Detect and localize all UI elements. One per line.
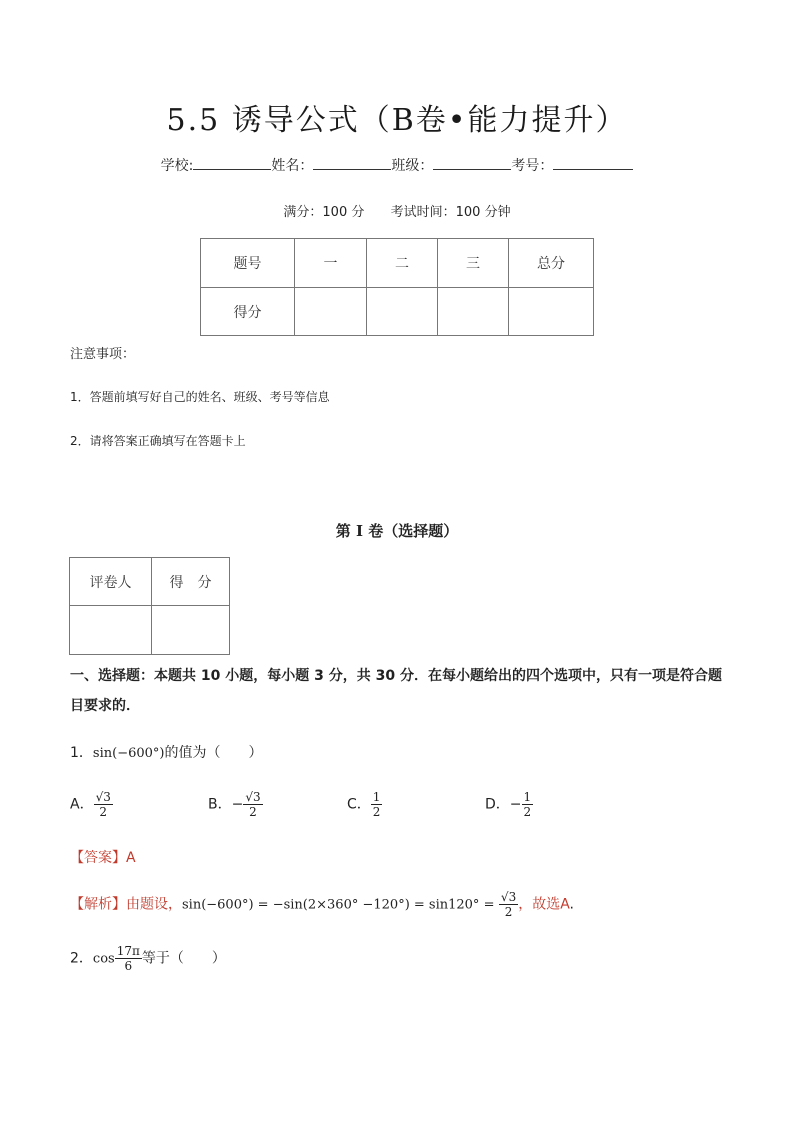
question-1 — [70, 742, 262, 762]
question-2-stem: 等于（ ） — [141, 950, 226, 967]
option-a-numerator: √3 — [95, 790, 111, 804]
analysis-choice: A — [560, 896, 570, 913]
student-info-line — [0, 155, 794, 175]
option-c-numerator: 1 — [372, 790, 381, 804]
option-c-denominator: 2 — [372, 805, 381, 819]
option-a[interactable] — [70, 790, 113, 819]
analysis-fraction-numerator: √3 — [500, 890, 517, 904]
school-blank[interactable] — [193, 155, 271, 170]
option-d-label: D． — [485, 796, 510, 813]
name-label: 姓名： — [271, 158, 314, 174]
analysis-prefix: 由题设， — [126, 896, 182, 913]
full-score: 满分：100 分 — [283, 205, 365, 220]
score-cell-part-3[interactable] — [438, 288, 509, 336]
header-cell-part-2: 二 — [367, 239, 438, 288]
question-2-number: 2． — [70, 950, 93, 967]
class-blank[interactable] — [433, 155, 511, 170]
score-table-score-row — [201, 288, 594, 336]
score-table — [200, 238, 594, 336]
analysis-tag: 【解析】 — [70, 896, 126, 913]
name-blank[interactable] — [313, 155, 391, 170]
question-2-function: cos — [92, 951, 115, 967]
page-title: 5.5 诱导公式（B卷•能力提升） — [166, 103, 628, 138]
grader-label: 评卷人 — [70, 558, 152, 606]
question-2-denominator: 6 — [124, 959, 133, 973]
option-d-fraction — [522, 790, 534, 819]
option-d[interactable] — [485, 790, 533, 819]
grader-score-cell[interactable] — [152, 606, 230, 655]
option-d-sign: − — [509, 796, 522, 813]
analysis-expression: sin(−600°) = −sin(2×360° −120°) = sin120° = — [182, 897, 495, 913]
section-title: 第 I 卷（选择题） — [335, 522, 459, 540]
answer-value: A — [126, 850, 136, 866]
note-item-2: 2．请将答案正确填写在答题卡上 — [70, 434, 246, 448]
question-1-number: 1． — [70, 745, 93, 761]
number-blank[interactable] — [553, 155, 633, 170]
option-d-denominator: 2 — [523, 805, 532, 819]
option-b-numerator: √3 — [245, 790, 261, 804]
school-label: 学校: — [160, 158, 194, 174]
header-cell-question-no: 题号 — [201, 239, 295, 288]
question-1-expression: sin(−600°) — [92, 746, 165, 761]
analysis-fraction — [499, 890, 518, 919]
part1-heading: 一、选择题：本题共 10 小题，每小题 3 分，共 30 分．在每小题给出的四个选项中，只有一项是符合题目要求的． — [70, 668, 722, 714]
grader-table — [69, 557, 230, 655]
header-cell-total: 总分 — [509, 239, 594, 288]
answer-line — [70, 847, 136, 867]
option-a-fraction — [94, 790, 113, 819]
option-b-fraction — [243, 790, 262, 819]
answer-tag: 【答案】 — [70, 850, 126, 866]
header-cell-part-1: 一 — [295, 239, 367, 288]
option-b-label: B． — [208, 796, 232, 813]
exam-time: 考试时间：100 分钟 — [390, 205, 511, 220]
score-table-header-row — [201, 239, 594, 288]
option-b-denominator: 2 — [249, 805, 257, 819]
score-cell-total[interactable] — [509, 288, 594, 336]
exam-meta-line — [0, 201, 794, 220]
score-row-label: 得分 — [201, 288, 295, 336]
analysis-line — [70, 890, 574, 919]
header-cell-part-3: 三 — [438, 239, 509, 288]
option-d-numerator: 1 — [523, 790, 532, 804]
question-2 — [70, 944, 226, 973]
grader-table-input-row — [70, 606, 230, 655]
grader-name-cell[interactable] — [70, 606, 152, 655]
option-c[interactable] — [347, 790, 382, 819]
option-b-sign: − — [231, 796, 244, 813]
option-b[interactable] — [208, 790, 263, 819]
question-1-stem: 的值为（ ） — [164, 745, 263, 761]
number-label: 考号： — [511, 158, 554, 174]
class-label: 班级： — [391, 158, 434, 174]
note-item-1: 1．答题前填写好自己的姓名、班级、考号等信息 — [70, 390, 330, 404]
analysis-suffix: ，故选 — [518, 896, 561, 913]
option-c-fraction — [371, 790, 383, 819]
score-cell-part-1[interactable] — [295, 288, 367, 336]
analysis-fraction-denominator: 2 — [504, 905, 513, 919]
grader-table-header-row — [70, 558, 230, 606]
analysis-end: . — [569, 896, 574, 913]
option-c-label: C． — [347, 796, 371, 813]
question-2-fraction — [115, 944, 142, 973]
score-cell-part-2[interactable] — [367, 288, 438, 336]
option-a-denominator: 2 — [99, 805, 108, 819]
question-2-numerator: 17π — [116, 944, 140, 958]
grader-score-label: 得 分 — [152, 558, 230, 606]
option-a-label: A． — [70, 796, 94, 813]
notes-heading: 注意事项： — [70, 347, 136, 362]
